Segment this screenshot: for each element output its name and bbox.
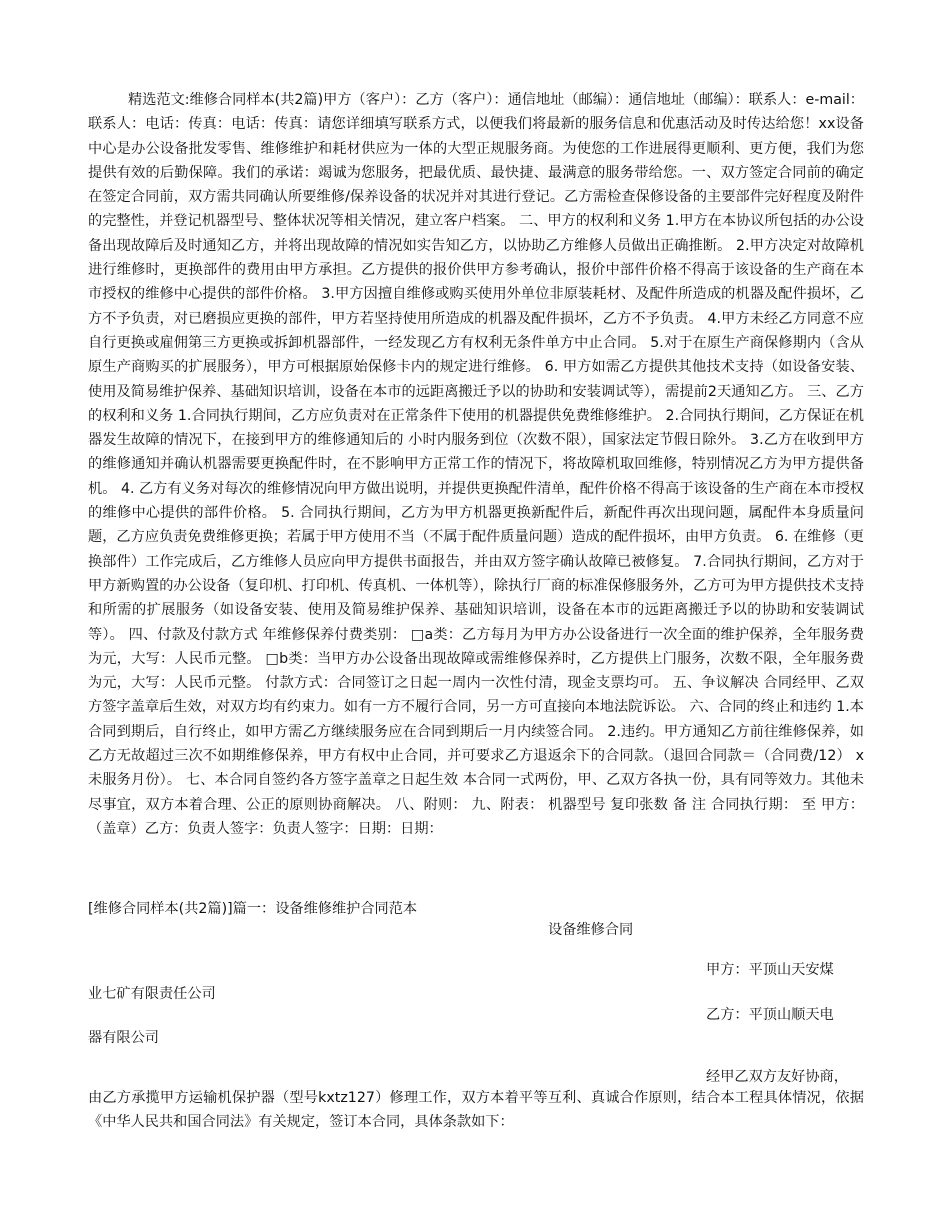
- party-b-line-1: 乙方：平顶山顺天电: [706, 1007, 834, 1023]
- party-b-line-2: 器有限公司: [88, 1030, 159, 1046]
- party-a-line-1: 甲方：平顶山天安煤: [706, 962, 834, 978]
- main-paragraph: 精选范文:维修合同样本(共2篇)甲方（客户）：乙方（客户）：通信地址（邮编）：通信地址（邮编）：联系人：e-mail：联系人：电话：传真：电话：传真：请您详细填写联系方式，以便我们将最新的服务信息和优惠活动及时传达给您！xx设备中心是办公设备批发零售、维修维护和耗材供应为一体的大型正规服务商。为使您的工作进展得更顺利、更方便，我们为您提供有效的后勤保障。我们的承诺：竭诚为您服务，把最优质、最快捷、最满意的服务带给您。一、双方签定合同前的确定 在签定合同前，双方需共同确认所要维修/保养设备的状况并对其进行登记。乙方需检查保修设备的主要部件完好程度及附件的完整性，并登记机器型号、整体状况等相关情况，建立客户档案。 二、甲方的权利和义务 1.甲方在本协议所包括的办公设备出现故障后及时通知乙方，并将出现故障的情况如实告知乙方，以协助乙方维修人员做出正确推断。 2.甲方决定对故障机进行维修时，更换部件的费用由甲方承担。乙方提供的报价供甲方参考确认，报价中部件价格不得高于该设备的生产商在本市授权的维修中心提供的部件价格。 3.甲方因擅自维修或购买使用外单位非原装耗材、及配件所造成的机器及配件损坏，乙方不予负责，对已磨损应更换的部件，甲方若坚持使用所造成的机器及配件损坏，乙方不予负责。 4.甲方未经乙方同意不应自行更换或雇佣第三方更换或拆卸机器部件，一经发现乙方有权利无条件单方中止合同。 5.对于在原生产商保修期内（含从原生产商购买的扩展服务），甲方可根据原始保修卡内的规定进行维修。 6. 甲方如需乙方提供其他技术支持（如设备安装、使用及简易维护保养、基础知识培训，设备在本市的远距离搬迁予以的协助和安装调试等），需提前2天通知乙方。 三、乙方的权利和义务 1.合同执行期间，乙方应负责对在正常条件下使用的机器提供免费维修维护。 2.合同执行期间，乙方保证在机器发生故障的情况下，在接到甲方的维修通知后的 小时内服务到位（次数不限），国家法定节假日除外。 3.乙方在收到甲方的维修通知并确认机器需要更换配件时，在不影响甲方正常工作的情况下，将故障机取回维修，特别情况乙方为甲方提供备机。 4. 乙方有义务对每次的维修情况向甲方做出说明，并提供更换配件清单，配件价格不得高于该设备的生产商在本市授权的维修中心提供的部件价格。 5. 合同执行期间，乙方为甲方机器更换新配件后，新配件再次出现问题，属配件本身质量问题，乙方应负责免费维修更换；若属于甲方使用不当（不属于配件质量问题）造成的配件损坏，由甲方负责。 6. 在维修（更换部件）工作完成后，乙方维修人员应向甲方提供书面报告，并由双方签字确认故障已被修复。 7.合同执行期间，乙方对于甲方新购置的办公设备（复印机、打印机、传真机、一体机等），除执行厂商的标准保修服务外，乙方可为甲方提供技术支持和所需的扩展服务（如设备安装、使用及简易维护保养、基础知识培训，设备在本市的远距离搬迁予以的协助和安装调试等）。 四、付款及付款方式 年维修保养付费类别： □a类：乙方每月为甲方办公设备进行一次全面的维护保养，全年服务费为元，大写：人民币元整。 □b类：当甲方办公设备出现故障或需维修保养时，乙方提供上门服务，次数不限，全年服务费为元，大写：人民币元整。 付款方式：合同签订之日起一周内一次性付清，现金支票均可。 五、争议解决 合同经甲、乙双方签字盖章后生效，对双方均有约束力。如有一方不履行合同，另一方可直接向本地法院诉讼。 六、合同的终止和违约 1.本合同到期后，自行终止，如甲方需乙方继续服务应在合同到期后一月内续签合同。 2.违约。甲方通知乙方前往维修保养，如乙方无故超过三次不如期维修保养，甲方有权中止合同，并可要求乙方退返余下的合同款。（退回合同款＝（合同费/12） x未服务月份）。 七、本合同自签约各方签字盖章之日起生效 本合同一式两份，甲、乙双方各执一份，具有同等效力。其他未尽事宜，双方本着合理、公正的原则协商解决。 八、附则： 九、附表： 机器型号 复印张数 备 注 合同执行期： 至 甲方：（盖章）乙方：负责人签字：负责人签字：日期：日期：: [88, 92, 864, 837]
- intro-line-1: 经甲乙双方友好协商，: [706, 1069, 848, 1085]
- section-header: [维修合同样本(共2篇)]篇一：设备维修维护合同范本: [88, 901, 418, 917]
- document-title: 设备维修合同: [548, 922, 634, 938]
- party-a-line-2: 业七矿有限责任公司: [88, 986, 216, 1002]
- intro-paragraph: 由乙方承揽甲方运输机保护器（型号kxtz127）修理工作，双方本着平等互利、真诚合作原则，结合本工程具体情况，依据《中华人民共和国合同法》有关规定，签订本合同，具体条款如下：: [88, 1090, 864, 1130]
